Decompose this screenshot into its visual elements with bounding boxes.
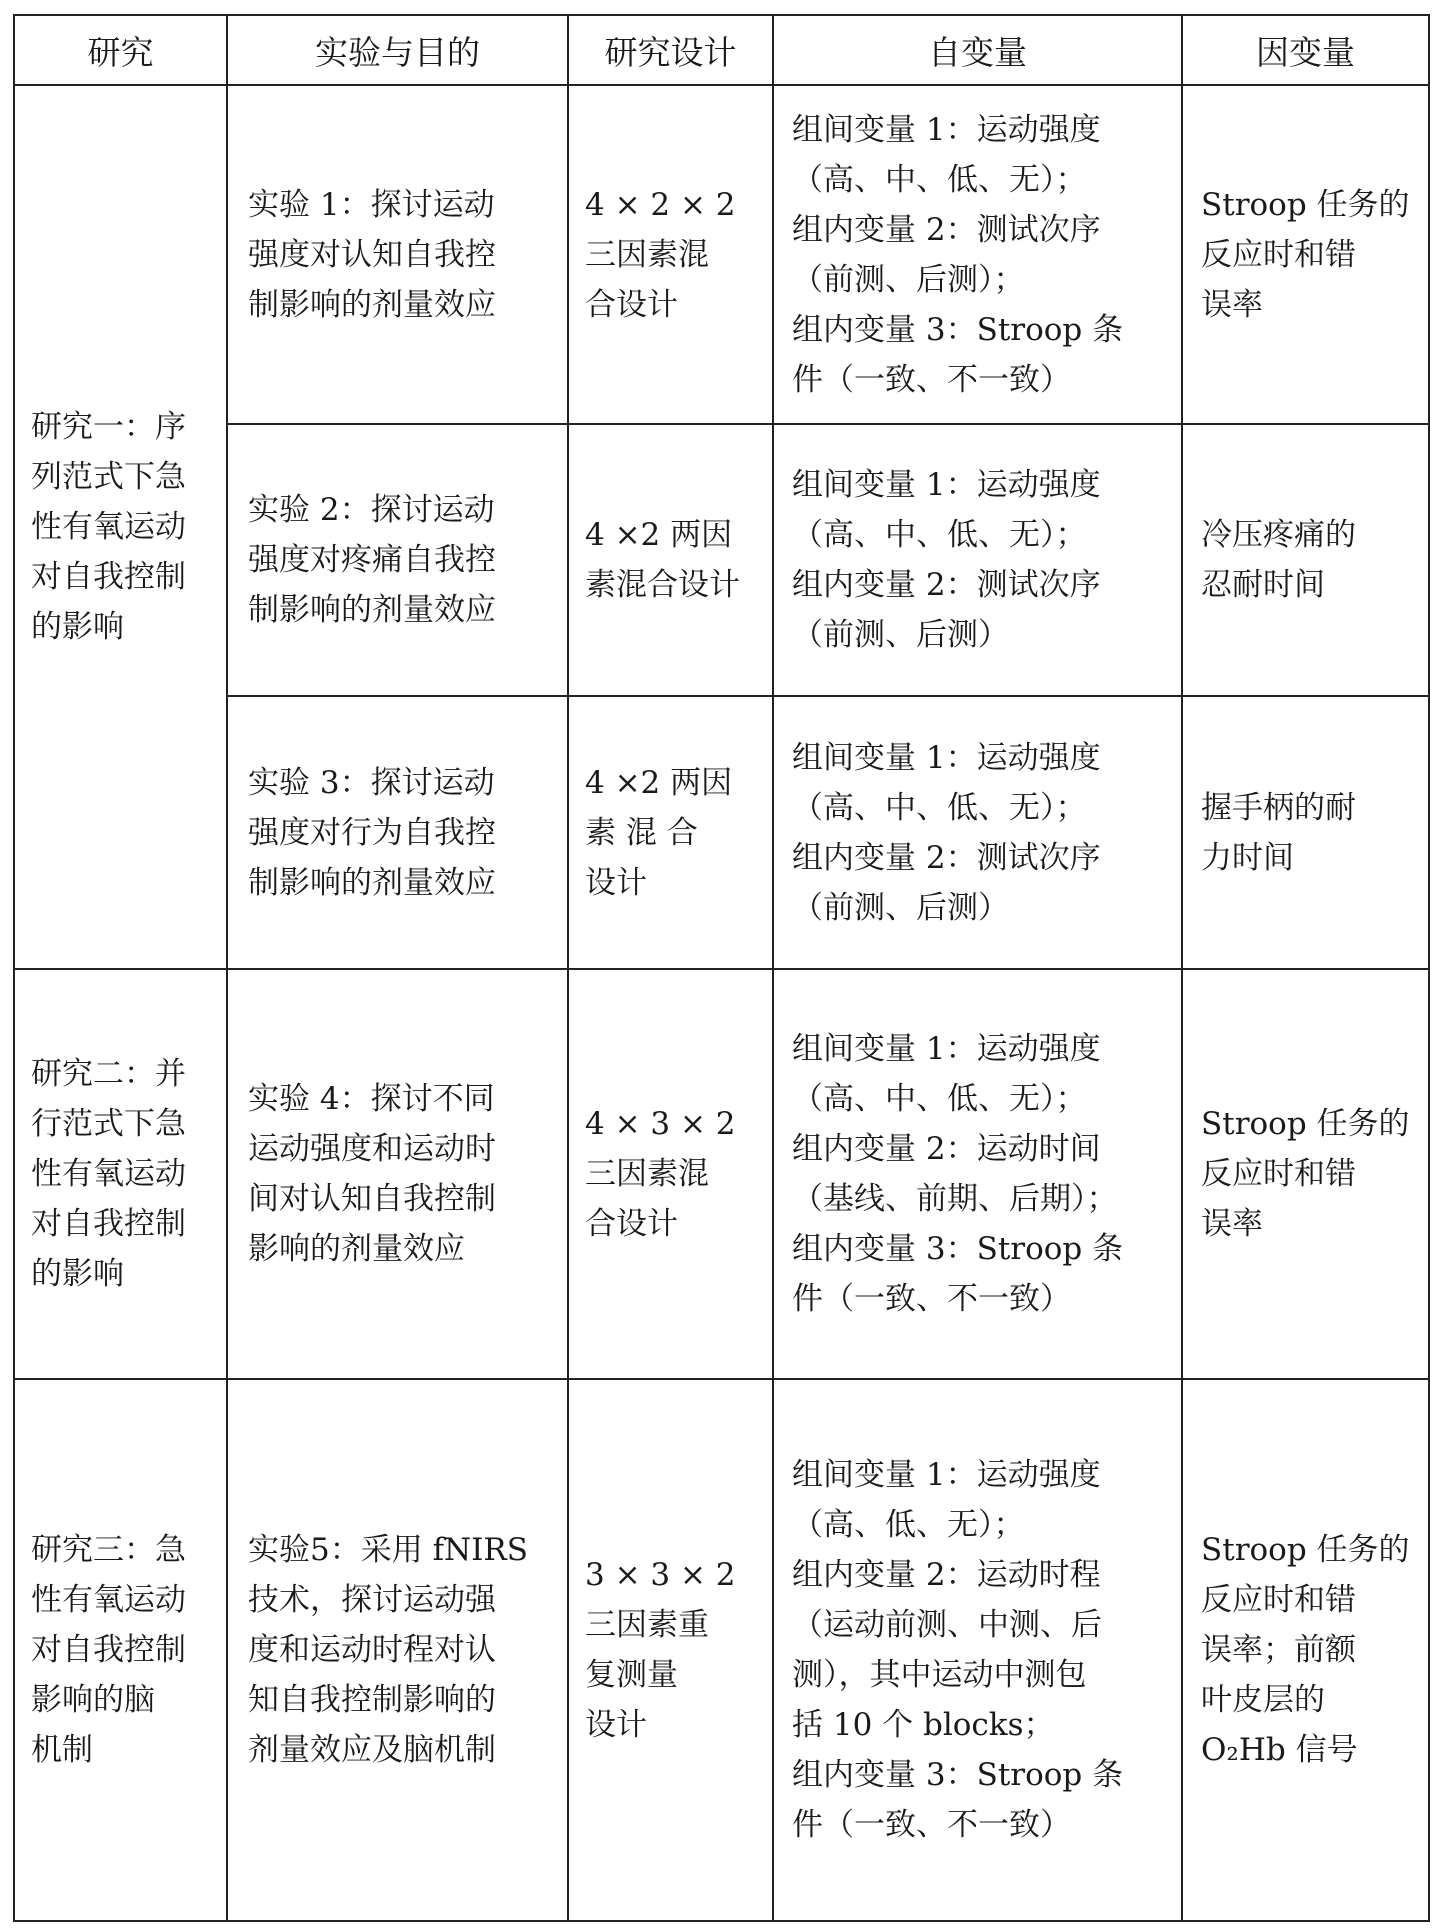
experiment-1-design: 4 × 2 × 2 三因素混 合设计 <box>568 85 773 424</box>
table-row <box>14 85 1429 424</box>
header-study: 研究 <box>14 15 227 85</box>
experiment-3-dependent-variables: 握手柄的耐 力时间 <box>1182 696 1429 969</box>
study-1-name: 研究一：序 列范式下急 性有氧运动 对自我控制 的影响 <box>14 85 227 969</box>
experiment-2-independent-variables: 组间变量 1：运动强度 （高、中、低、无）； 组内变量 2：测试次序 （前测、后测） <box>773 424 1182 696</box>
experiment-1-dependent-variables: Stroop 任务的 反应时和错 误率 <box>1182 85 1429 424</box>
experiment-3-purpose: 实验 3：探讨运动 强度对行为自我控 制影响的剂量效应 <box>227 696 568 969</box>
experiment-2-dependent-variables: 冷压疼痛的 忍耐时间 <box>1182 424 1429 696</box>
study-3-name: 研究三：急 性有氧运动 对自我控制 影响的脑 机制 <box>14 1379 227 1921</box>
experiment-4-dependent-variables: Stroop 任务的 反应时和错 误率 <box>1182 969 1429 1379</box>
experiment-1-independent-variables: 组间变量 1：运动强度 （高、中、低、无）； 组内变量 2：测试次序 （前测、后测）； 组内变量 3：Stroop 条 件（一致、不一致） <box>773 85 1182 424</box>
table-row <box>14 424 1429 696</box>
document-page <box>13 14 1428 1922</box>
experiment-5-design: 3 × 3 × 2 三因素重 复测量 设计 <box>568 1379 773 1921</box>
header-experiment-purpose: 实验与目的 <box>227 15 568 85</box>
study-2-name: 研究二：并 行范式下急 性有氧运动 对自我控制 的影响 <box>14 969 227 1379</box>
experiment-5-dependent-variables: Stroop 任务的 反应时和错 误率；前额 叶皮层的 O₂Hb 信号 <box>1182 1379 1429 1921</box>
header-independent-variable: 自变量 <box>773 15 1182 85</box>
header-dependent-variable: 因变量 <box>1182 15 1429 85</box>
table-row <box>14 696 1429 969</box>
table-row <box>14 1379 1429 1921</box>
experiment-4-independent-variables: 组间变量 1：运动强度 （高、中、低、无）； 组内变量 2：运动时间 （基线、前期、后期）； 组内变量 3：Stroop 条 件（一致、不一致） <box>773 969 1182 1379</box>
experiment-4-purpose: 实验 4：探讨不同 运动强度和运动时 间对认知自我控制 影响的剂量效应 <box>227 969 568 1379</box>
experiment-1-purpose: 实验 1：探讨运动 强度对认知自我控 制影响的剂量效应 <box>227 85 568 424</box>
experiment-4-design: 4 × 3 × 2 三因素混 合设计 <box>568 969 773 1379</box>
table-row <box>14 969 1429 1379</box>
experiment-3-independent-variables: 组间变量 1：运动强度 （高、中、低、无）； 组内变量 2：测试次序 （前测、后测） <box>773 696 1182 969</box>
experiment-3-design: 4 ×2 两因 素 混 合 设计 <box>568 696 773 969</box>
experiment-2-purpose: 实验 2：探讨运动 强度对疼痛自我控 制影响的剂量效应 <box>227 424 568 696</box>
research-design-table <box>13 14 1430 1922</box>
experiment-2-design: 4 ×2 两因 素混合设计 <box>568 424 773 696</box>
experiment-5-independent-variables: 组间变量 1：运动强度 （高、低、无）； 组内变量 2：运动时程 （运动前测、中测、后 测），其中运动中测包 括 10 个 blocks； 组内变量 3：Stroop 条 件（一致、不一致） <box>773 1379 1182 1921</box>
experiment-5-purpose: 实验5：采用 fNIRS 技术，探讨运动强 度和运动时程对认 知自我控制影响的 剂量效应及脑机制 <box>227 1379 568 1921</box>
header-row <box>14 15 1429 85</box>
header-research-design: 研究设计 <box>568 15 773 85</box>
